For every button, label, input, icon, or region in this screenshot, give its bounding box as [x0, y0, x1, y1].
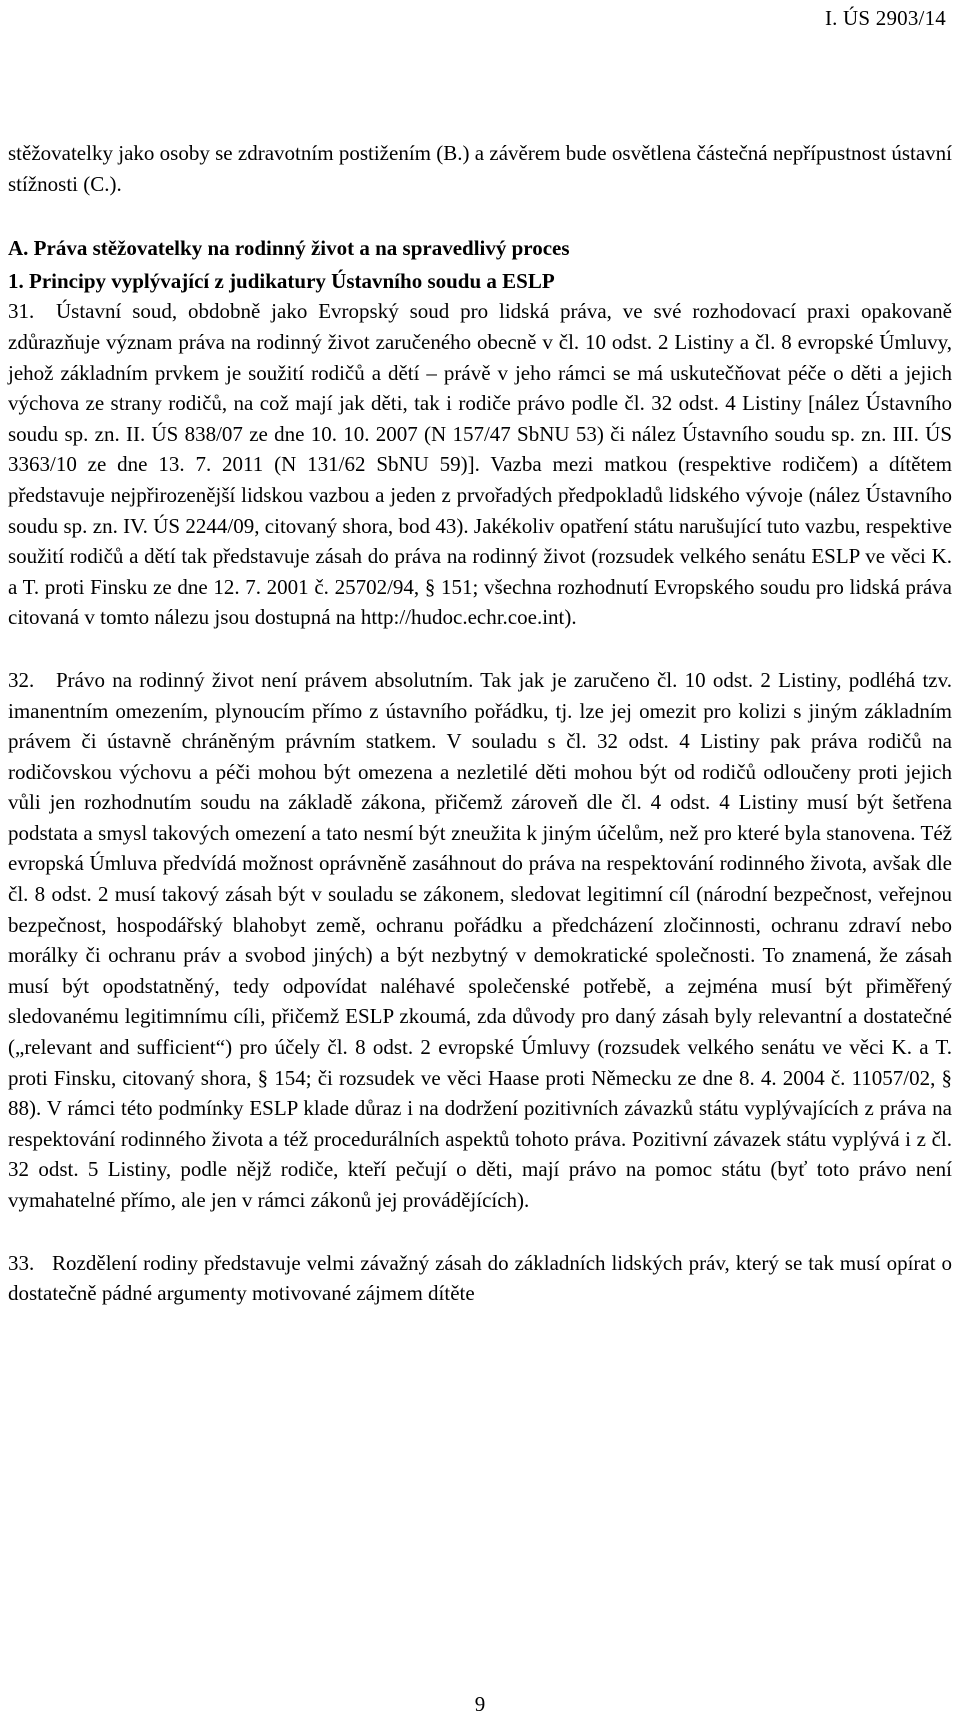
paragraph-32: 32. Právo na rodinný život není právem absolutním. Tak jak je zaručeno čl. 10 odst. 2 Listiny, podléhá tzv. imanentním omezením, plynoucím přímo z ústavního pořádku, tj. lze jej omezit pro kolizi s jiným základním právem či ústavně chráněným právním statkem. V souladu s čl. 32 odst. 4 Listiny pak práva rodičů na rodičovskou výchovu a péči mohou být omezena a nezletilé děti mohou být od rodičů odloučeny proti jejich vůli jen rozhodnutím soudu na základě zákona, přičemž zároveň dle čl. 4 odst. 4 Listiny musí být šetřena podstata a smysl takových omezení a tato nesmí být zneužita k jiným účelům, než pro které byla stanovena. Též evropská Úmluva předvídá možnost oprávněně zasáhnout do práva na respektování rodinného života, avšak dle čl. 8 odst. 2 musí takový zásah být v souladu se zákonem, sledovat legitimní cíl (národní bezpečnost, veřejnou bezpečnost, hospodářský blahobyt země, ochranu pořádku a předcházení zločinnosti, ochranu zdraví nebo morálky či ochranu práv a svobod jiných) a být nezbytný v demokratické společnosti. To znamená, že zásah musí být opodstatněný, tedy odpovídat naléhavé společenské potřebě, a zejména musí být přiměřený sledovanému legitimnímu cíli, přičemž ESLP zkoumá, zda důvody pro daný zásah byly relevantní a dostatečné („relevant and sufficient“) pro účely čl. 8 odst. 2 evropské Úmluvy (rozsudek velkého senátu ve věci K. a T. proti Finsku, citovaný shora, § 154; či rozsudek ve věci Haase proti Německu ze dne 8. 4. 2004 č. 11057/02, § 88). V rámci této podmínky ESLP klade důraz i na dodržení pozitivních závazků státu vyplývajících z práva na respektování rodinného života a též procedurálních aspektů tohoto práva. Pozitivní závazek státu vyplývá i z čl. 32 odst. 5 Listiny, podle nějž rodiče, kteří pečují o děti, mají právo na pomoc státu (byť toto právo není vymahatelné přímo, ale jen v rámci zákonů jej provádějících).: [8, 667, 958, 1212]
document-body: [8, 138, 958, 1309]
paragraph-33: 33. Rozdělení rodiny představuje velmi závažný zásah do základních lidských práv, který se tak musí opírat o dostatečně pádné argumenty motivované zájmem dítěte: [8, 1250, 958, 1306]
paragraph-31: 31. Ústavní soud, obdobně jako Evropský soud pro lidská práva, ve své rozhodovací praxi opakovaně zdůrazňuje význam práva na rodinný život zaručeného obecně v čl. 10 odst. 2 Listiny a čl. 8 evropské Úmluvy, jehož základním prvkem je soužití rodičů a dětí – právě v jeho rámci se má uskutečňovat péče o děti a jejich výchova ze strany rodičů, na což mají jak děti, tak i rodiče právo podle čl. 32 odst. 4 Listiny [nález Ústavního soudu sp. zn. II. ÚS 838/07 ze dne 10. 10. 2007 (N 157/47 SbNU 53) či nález Ústavního soudu sp. zn. III. ÚS 3363/10 ze dne 13. 7. 2011 (N 131/62 SbNU 59)]. Vazba mezi matkou (respektive rodičem) a dítětem představuje nejpřirozenější lidskou vazbou a jeden z prvořadých předpokladů lidského vývoje (nález Ústavního soudu sp. zn. IV. ÚS 2244/09, citovaný shora, bod 43). Jakékoliv opatření státu narušující tuto vazbu, respektive soužití rodičů a dětí tak představuje zásah do práva na rodinný život (rozsudek velkého senátu ESLP ve věci K. a T. proti Finsku ze dne 12. 7. 2001 č. 25702/94, § 151; všechna rozhodnutí Evropského soudu pro lidská práva citovaná v tomto nálezu jsou dostupná na http://hudoc.echr.coe.int).: [8, 299, 958, 630]
intro-paragraph: stěžovatelky jako osoby se zdravotním postižením (B.) a závěrem bude osvětlena částečná nepřípustnost ústavní stížnosti (C.).: [8, 141, 952, 196]
case-number-header: I. ÚS 2903/14: [824, 6, 946, 30]
page-number: 9: [474, 1692, 486, 1716]
subsection-heading-1: 1. Principy vyplývající z judikatury Ústavního soudu a ESLP: [8, 268, 555, 293]
section-heading-a: A. Práva stěžovatelky na rodinný život a na spravedlivý proces: [8, 236, 570, 261]
